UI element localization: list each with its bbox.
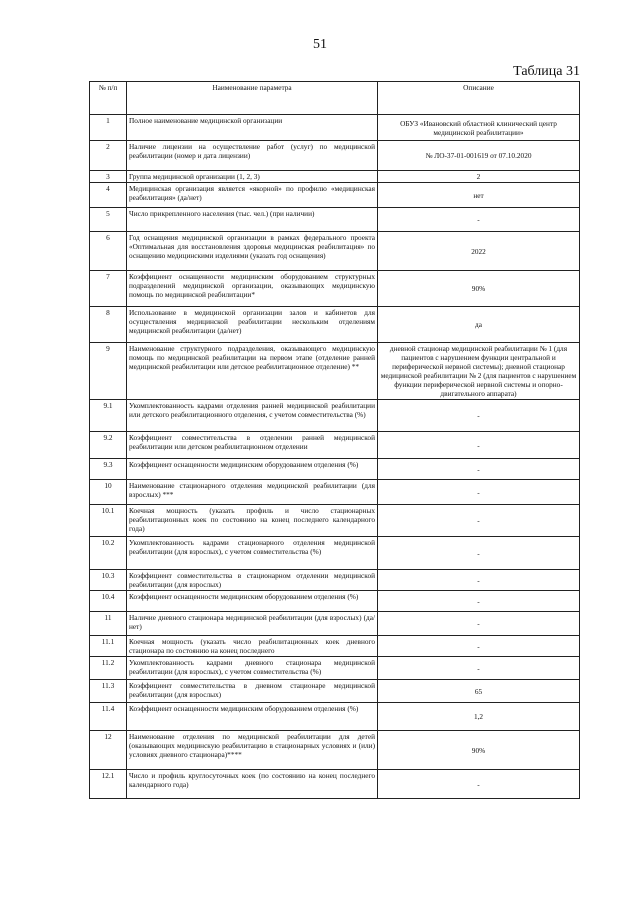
- table-row: [90, 171, 580, 183]
- table-title: Таблица 31: [513, 64, 580, 79]
- row-description: -: [378, 537, 580, 570]
- row-parameter: Укомплектованность кадрами отделения ранней медицинской реабилитации или детского реабилитационного отделения, с учетом совместительства (%): [127, 400, 378, 432]
- row-number: 10.3: [90, 570, 127, 591]
- row-number: 9.2: [90, 432, 127, 459]
- table-row: [90, 537, 580, 570]
- row-parameter: Группа медицинской организации (1, 2, 3): [127, 171, 378, 183]
- row-parameter: Коэффициент оснащенности медицинским оборудованием отделения (%): [127, 591, 378, 612]
- row-description: -: [378, 400, 580, 432]
- row-number: 11.1: [90, 636, 127, 657]
- table-row: [90, 505, 580, 537]
- row-number: 3: [90, 171, 127, 183]
- table-row: [90, 232, 580, 271]
- row-number: 8: [90, 307, 127, 343]
- row-description: -: [378, 612, 580, 636]
- row-parameter: Коэффициент совместительства в стационарном отделении медицинской реабилитации (для взрослых): [127, 570, 378, 591]
- row-number: 9.3: [90, 459, 127, 480]
- table-row: [90, 657, 580, 680]
- row-description: 90%: [378, 731, 580, 770]
- table-row: [90, 731, 580, 770]
- row-description: ОБУЗ «Ивановский областной клинический центр медицинской реабилитации»: [378, 115, 580, 141]
- row-parameter: Коэффициент совместительства в дневном стационаре медицинской реабилитации (для взрослых): [127, 680, 378, 703]
- row-parameter: Использование в медицинской организации залов и кабинетов для осуществления медицинской реабилитации нескольким отделениям медицинской реабилитации (да/нет): [127, 307, 378, 343]
- row-description: -: [378, 208, 580, 232]
- table-row: [90, 343, 580, 400]
- parameters-table: [89, 81, 580, 799]
- row-description: 1,2: [378, 703, 580, 731]
- table-row: [90, 612, 580, 636]
- row-parameter: Наличие лицензии на осуществление работ (услуг) по медицинской реабилитации (номер и дата лицензии): [127, 141, 378, 171]
- row-number: 11.4: [90, 703, 127, 731]
- table-row: [90, 591, 580, 612]
- row-parameter: Коечная мощность (указать профиль и число стационарных реабилитационных коек по состоянию на конец последнего календарного года): [127, 505, 378, 537]
- row-parameter: Полное наименование медицинской организации: [127, 115, 378, 141]
- row-number: 6: [90, 232, 127, 271]
- row-number: 11.3: [90, 680, 127, 703]
- row-parameter: Коэффициент оснащенности медицинским оборудованием отделения (%): [127, 459, 378, 480]
- header-num: № п/п: [90, 82, 127, 115]
- row-number: 7: [90, 271, 127, 307]
- row-description: -: [378, 432, 580, 459]
- row-number: 10.2: [90, 537, 127, 570]
- row-parameter: Коечная мощность (указать число реабилитационных коек дневного стационара по состоянию на конец последнего: [127, 636, 378, 657]
- table-header-row: [90, 82, 580, 115]
- row-description: дневной стационар медицинской реабилитации № 1 (для пациентов с нарушением функции центральной и периферической нервной системы); дневной стационар медицинской реабилитации № 2 (для пациентов с нарушением функции периферической нервной системы и опорно-двигательного аппарата): [378, 343, 580, 400]
- table-row: [90, 636, 580, 657]
- row-description: -: [378, 570, 580, 591]
- table-row: [90, 480, 580, 505]
- table-row: [90, 183, 580, 208]
- row-parameter: Коэффициент совместительства в отделении ранней медицинской реабилитации или детском реабилитационном отделении: [127, 432, 378, 459]
- row-number: 12: [90, 731, 127, 770]
- row-parameter: Наименование структурного подразделения, оказывающего медицинскую помощь по медицинской реабилитации на первом этапе (отделение ранней медицинской реабилитации или детское реабилитационное отделение) **: [127, 343, 378, 400]
- row-parameter: Укомплектованность кадрами стационарного отделения медицинской реабилитации (для взрослых), с учетом совместительства (%): [127, 537, 378, 570]
- row-description: 2022: [378, 232, 580, 271]
- row-number: 2: [90, 141, 127, 171]
- header-param: Наименование параметра: [127, 82, 378, 115]
- table-row: [90, 432, 580, 459]
- table-row: [90, 307, 580, 343]
- row-number: 11.2: [90, 657, 127, 680]
- table-row: [90, 115, 580, 141]
- table-row: [90, 271, 580, 307]
- row-parameter: Медицинская организация является «якорной» по профилю «медицинская реабилитация» (да/нет): [127, 183, 378, 208]
- page-number: 51: [313, 37, 327, 52]
- row-parameter: Наименование стационарного отделения медицинской реабилитации (для взрослых) ***: [127, 480, 378, 505]
- row-parameter: Число и профиль круглосуточных коек (по состоянию на конец последнего календарного года): [127, 770, 378, 799]
- row-parameter: Наличие дневного стационара медицинской реабилитации (для взрослых) (да/нет): [127, 612, 378, 636]
- table-row: [90, 703, 580, 731]
- row-number: 9: [90, 343, 127, 400]
- row-description: -: [378, 770, 580, 799]
- table-row: [90, 208, 580, 232]
- table-row: [90, 770, 580, 799]
- row-number: 5: [90, 208, 127, 232]
- row-description: -: [378, 657, 580, 680]
- row-parameter: Коэффициент оснащенности медицинским оборудованием отделения (%): [127, 703, 378, 731]
- row-description: № ЛО-37-01-001619 от 07.10.2020: [378, 141, 580, 171]
- row-number: 10: [90, 480, 127, 505]
- row-parameter: Год оснащения медицинской организации в рамках федерального проекта «Оптимальная для восстановления здоровья медицинская реабилитация» по оснащению медицинскими изделиями (указать год оснащения): [127, 232, 378, 271]
- row-description: 2: [378, 171, 580, 183]
- row-number: 11: [90, 612, 127, 636]
- row-description: -: [378, 505, 580, 537]
- row-number: 10.4: [90, 591, 127, 612]
- row-parameter: Укомплектованность кадрами дневного стационара медицинской реабилитации (для взрослых), с учетом совместительства (%): [127, 657, 378, 680]
- row-description: нет: [378, 183, 580, 208]
- row-description: -: [378, 459, 580, 480]
- row-description: -: [378, 636, 580, 657]
- row-description: -: [378, 480, 580, 505]
- row-description: да: [378, 307, 580, 343]
- row-description: 90%: [378, 271, 580, 307]
- table-row: [90, 680, 580, 703]
- row-number: 1: [90, 115, 127, 141]
- row-number: 9.1: [90, 400, 127, 432]
- row-parameter: Наименование отделения по медицинской реабилитации для детей (оказывающих медицинскую реабилитацию в стационарных условиях и (или) условиях дневного стационара)****: [127, 731, 378, 770]
- row-number: 12.1: [90, 770, 127, 799]
- table-row: [90, 141, 580, 171]
- row-description: 65: [378, 680, 580, 703]
- row-parameter: Коэффициент оснащенности медицинским оборудованием структурных подразделений медицинской организации, оказывающих медицинскую помощь по медицинской реабилитации*: [127, 271, 378, 307]
- header-desc: Описание: [378, 82, 580, 115]
- table-row: [90, 459, 580, 480]
- row-parameter: Число прикрепленного населения (тыс. чел.) (при наличии): [127, 208, 378, 232]
- row-number: 10.1: [90, 505, 127, 537]
- row-description: -: [378, 591, 580, 612]
- table-row: [90, 400, 580, 432]
- table-row: [90, 570, 580, 591]
- row-number: 4: [90, 183, 127, 208]
